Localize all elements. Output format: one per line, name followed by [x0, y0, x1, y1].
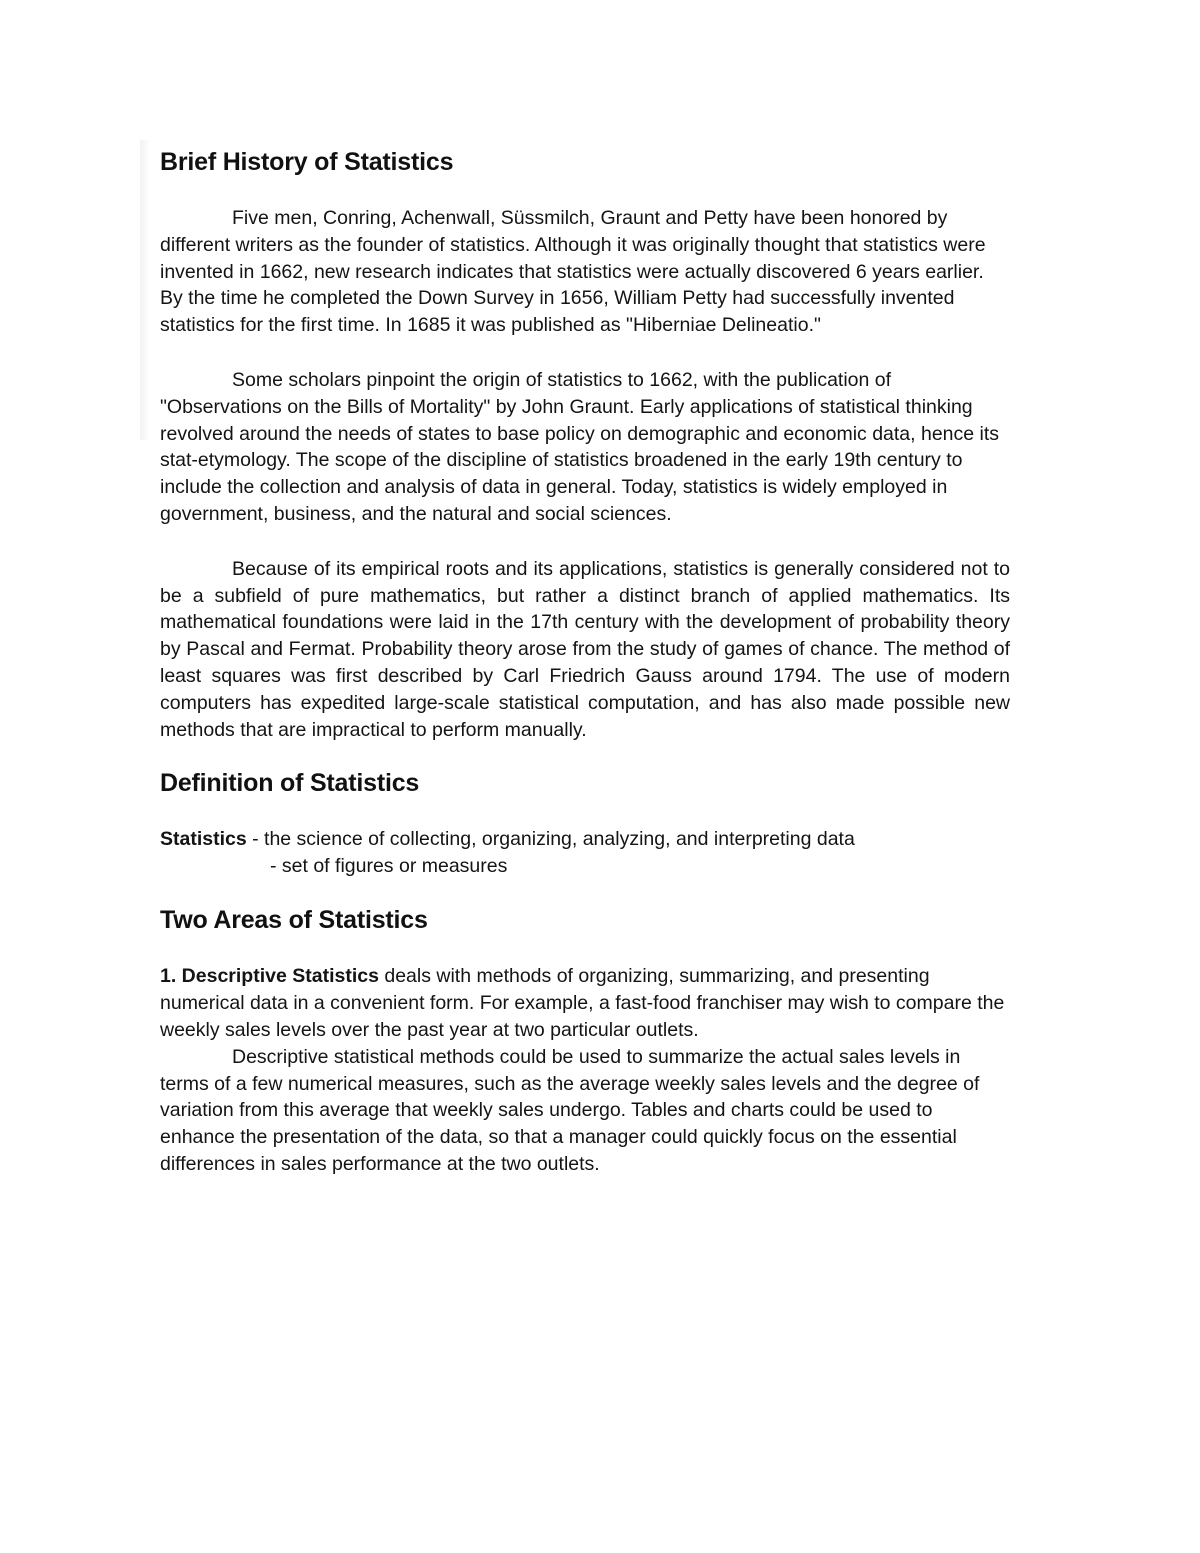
descriptive-statistics-label: 1. Descriptive Statistics [160, 965, 379, 988]
document-body [160, 140, 1010, 1178]
heading-two-areas: Two Areas of Statistics [160, 906, 428, 935]
paragraph-descriptive-2: Descriptive statistical methods could be used to summarize the actual sales levels in terms of a few numerical measures, such as the average weekly sales levels and the degree of variation from this average that weekly sales undergo. Tables and charts could be used to enhance the presentation of the data, so that a manager could quickly focus on the essential differences in sales performance at the two outlets. [160, 1045, 980, 1175]
descriptive-statistics-text: deals with methods of organizing, summarizing, and presenting numerical data in a convenient form. For example, a fast-food franchiser may wish to compare the weekly sales levels over the past year at two particular outlets. [160, 965, 1005, 1041]
definition-line-2: - set of figures or measures [270, 855, 508, 878]
heading-brief-history: Brief History of Statistics [160, 148, 454, 176]
heading-definition: Definition of Statistics [160, 769, 420, 798]
paragraph-history-3: Because of its empirical roots and its applications, statistics is generally considered not to be a subfield of pure mathematics, but rather a distinct branch of applied mathematics. Its mathematical foundations were laid in the 17th century with the development of probability theory by Pascal and Fermat. Probability theory arose from the study of games of chance. The method of least squares was first described by Carl Friedrich Gauss around 1794. The use of modern computers has expedited large-scale statistical computation, and has also made possible new methods that are impractical to perform manually. [160, 557, 1010, 741]
paragraph-descriptive-1 [160, 963, 1010, 1043]
definition-term: Statistics [160, 828, 247, 851]
paragraph-history-2: Some scholars pinpoint the origin of statistics to 1662, with the publication of "Observations on the Bills of Mortality" by John Graunt. Early applications of statistical thinking revolved around the needs of states to base policy on demographic and economic data, hence its stat-etymology. The scope of the discipline of statistics broadened in the early 19th century to include the collection and analysis of data in general. Today, statistics is widely employed in government, business, and the natural and social sciences. [160, 368, 1000, 525]
definition-text-1: - the science of collecting, organizing, analyzing, and interpreting data [246, 828, 855, 851]
scan-shadow [140, 140, 150, 440]
definition-block [160, 826, 1010, 880]
definition-line-1 [160, 826, 1010, 853]
paragraph-history-1: Five men, Conring, Achenwall, Süssmilch, Graunt and Petty have been honored by different writers as the founder of statistics. Although it was originally thought that statistics were invented in 1662, new research indicates that statistics were actually discovered 6 years earlier. By the time he completed the Down Survey in 1656, William Petty had successfully invented statistics for the first time. In 1685 it was published as "Hiberniae Delineatio." [160, 207, 986, 337]
